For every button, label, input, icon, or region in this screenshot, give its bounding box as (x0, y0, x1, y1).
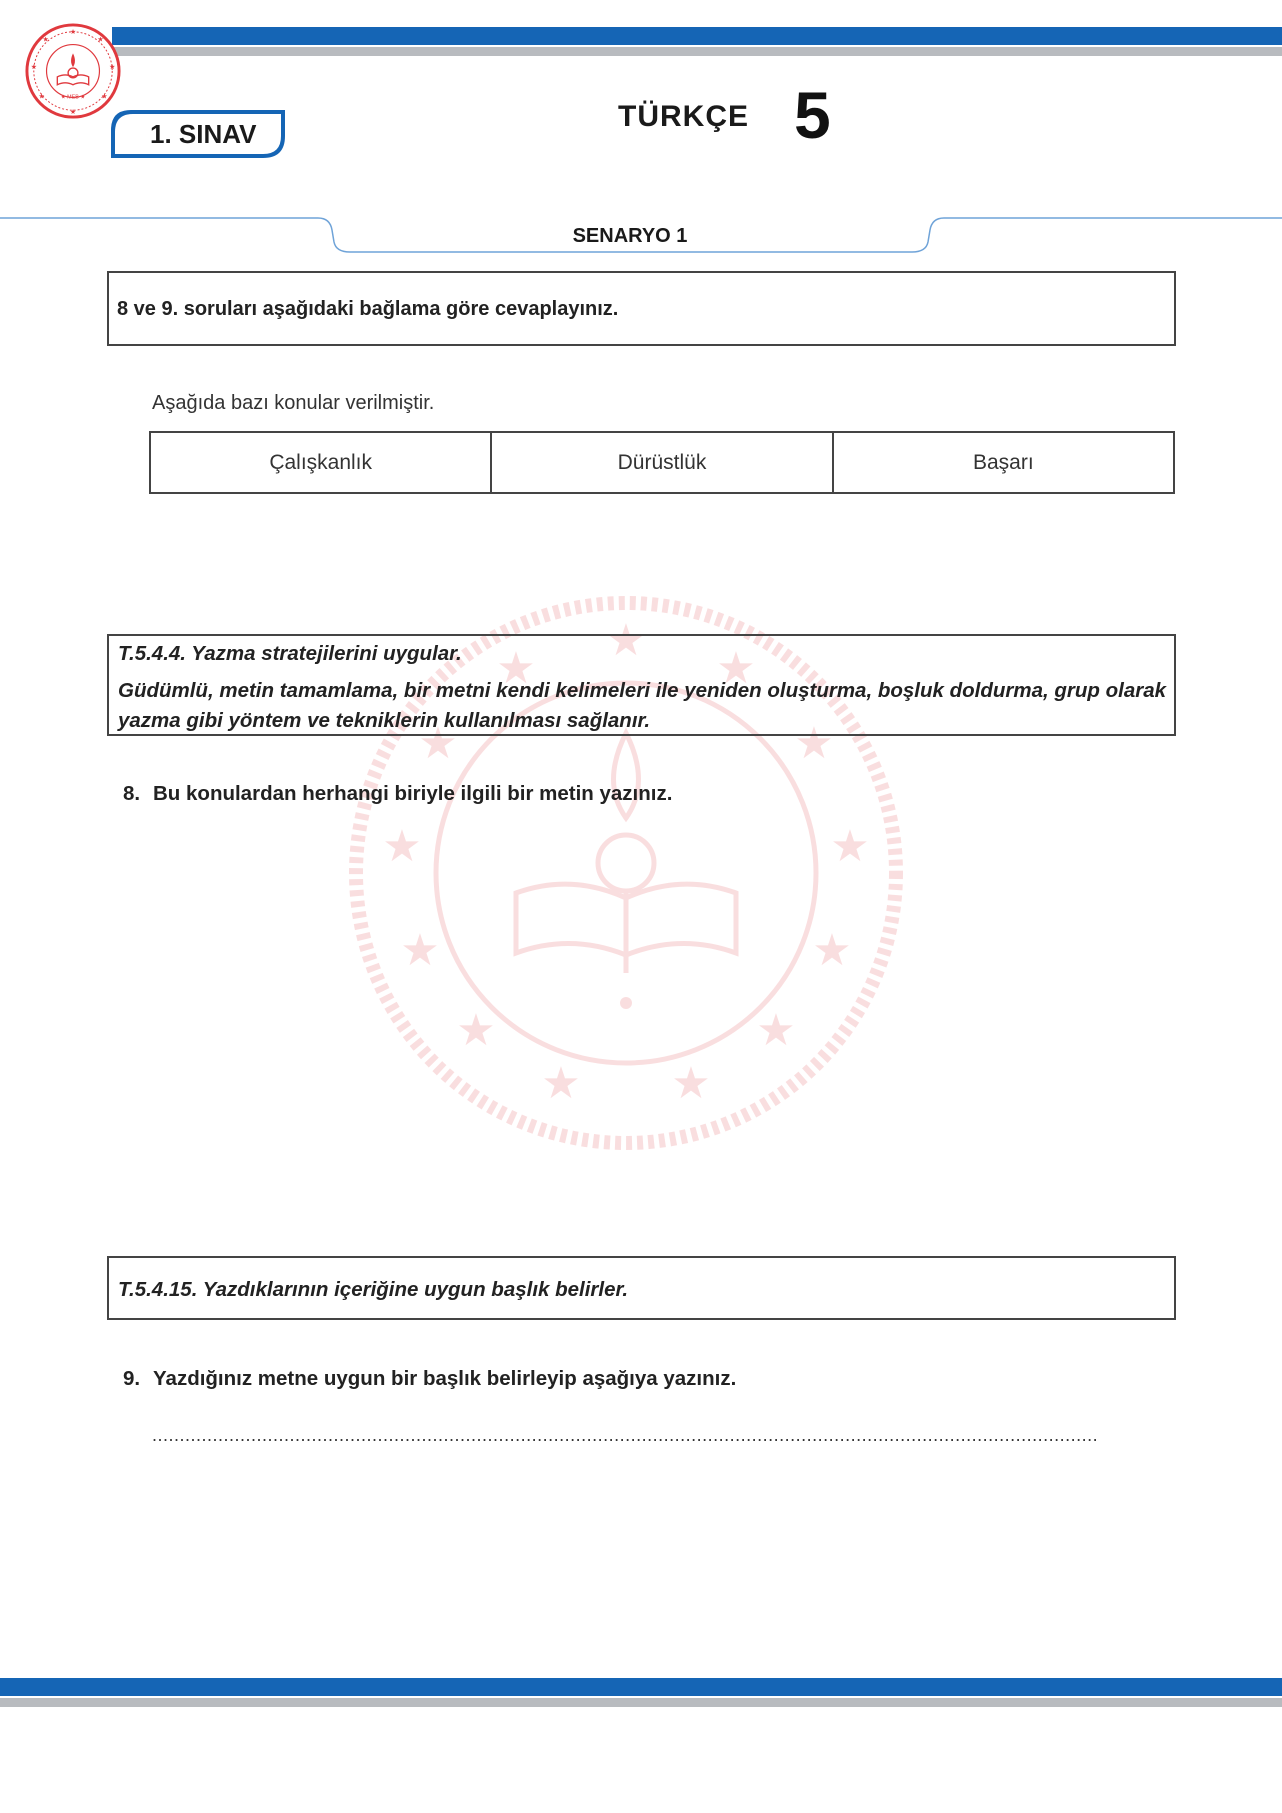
question-number: 9. (123, 1367, 141, 1390)
outcome-code: T.5.4.15. Yazdıklarının içeriğine uygun başlık belirler. (118, 1278, 629, 1301)
svg-text:★: ★ (30, 64, 37, 72)
svg-text:★: ★ (69, 28, 77, 36)
outcome-description: Güdümlü, metin tamamlama, bir metni kendi kelimeleri ile yeniden oluşturma, boşluk doldurma, grup olarak yazma gibi yöntem ve tekniklerin kullanılması sağlanır. (118, 679, 1167, 732)
question-text: Bu konulardan herhangi biriyle ilgili bir metin yazınız. (153, 782, 673, 805)
footer-band-blue (0, 1678, 1282, 1696)
svg-text:★: ★ (456, 1005, 496, 1056)
question-8 (123, 782, 672, 806)
footer-band-grey (0, 1698, 1282, 1707)
header-band-grey (112, 47, 1282, 56)
svg-text:★: ★ (496, 643, 536, 694)
svg-text:★: ★ (101, 93, 108, 101)
svg-text:★: ★ (42, 36, 49, 44)
subject-title: TÜRKÇE (618, 100, 749, 133)
intro-text: Aşağıda bazı konular verilmiştir. (152, 392, 435, 414)
grade-number: 5 (794, 78, 831, 152)
question-9 (123, 1367, 736, 1391)
svg-text:★: ★ (541, 1058, 581, 1109)
svg-text:★: ★ (69, 109, 77, 117)
svg-text:★: ★ (109, 64, 116, 72)
question-number: 8. (123, 782, 141, 805)
header-band-blue (112, 27, 1282, 45)
svg-text:★: ★ (671, 1058, 711, 1109)
question-text: Yazdığınız metne uygun bir başlık belirleyip aşağıya yazınız. (153, 1367, 737, 1390)
svg-text:★: ★ (830, 821, 870, 872)
svg-text:★: ★ (382, 821, 422, 872)
topic-cell: Çalışkanlık (151, 433, 492, 492)
answer-line[interactable]: ............................................................................................................................................................................ (152, 1425, 1099, 1445)
svg-text:★: ★ (812, 925, 852, 976)
section-title: SENARYO 1 (572, 225, 688, 247)
topics-table (149, 431, 1175, 494)
svg-text:★: ★ (716, 643, 756, 694)
svg-text:★: ★ (794, 718, 834, 769)
svg-text:★: ★ (756, 1005, 796, 1056)
svg-text:★: ★ (418, 718, 458, 769)
context-text: 8 ve 9. soruları aşağıdaki bağlama göre cevaplayınız. (117, 298, 619, 320)
svg-text:★ MEB ★: ★ MEB ★ (60, 94, 86, 101)
svg-text:★: ★ (38, 93, 45, 101)
exam-label: 1. SINAV (150, 119, 257, 149)
topic-cell: Dürüstlük (492, 433, 833, 492)
outcome-code: T.5.4.4. Yazma stratejilerini uygular. (118, 642, 462, 665)
svg-text:★: ★ (400, 925, 440, 976)
svg-text:★: ★ (606, 615, 646, 666)
topic-cell: Başarı (972, 450, 1034, 474)
svg-text:★: ★ (97, 36, 104, 44)
